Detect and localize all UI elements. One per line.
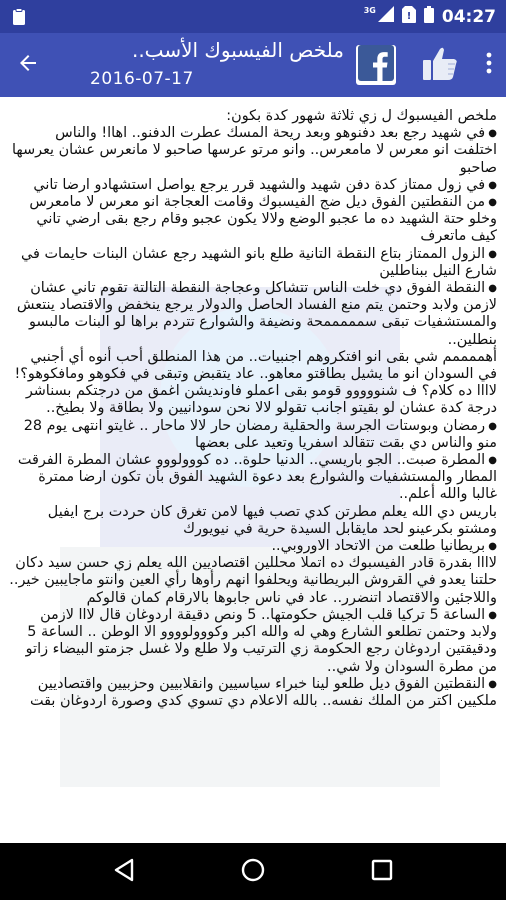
status-bar — [0, 0, 506, 33]
overflow-menu-button[interactable] — [472, 33, 506, 97]
article-paragraph: باريس دي الله يعلم مطرتن كدي تصب فيها لامن تغرق كان حردت برج ايفيل ومشتو بكرعينو لحد مايقابل السيدة حرية في نيويورك — [47, 503, 497, 537]
article-body — [0, 97, 506, 710]
article-paragraph: ● النقطة الفوق دي خلت الناس تتشاكل وعجاجة النقطة التالتة تقوم تاني عشان لازمن ولابد وحتمن يتم منع الفساد الحاصل والدولار يرجع ينخفض والاقتصاد ينتعش والمستشفيات تبقى سمممممحة ونضيفة والشوارع تتردم براها لو البنات مالبسو بنطلين.. — [9, 280, 497, 349]
square-recents-icon — [371, 859, 393, 885]
arrow-left-icon — [16, 51, 40, 79]
thumbs-up-icon — [420, 43, 460, 87]
navigation-bar — [0, 843, 506, 900]
clock: 04:27 — [441, 6, 496, 27]
facebook-icon — [358, 45, 394, 85]
circle-home-icon — [241, 858, 265, 886]
facebook-button[interactable] — [356, 45, 396, 85]
article-paragraph: لاااا بقدرة قادر الفيسبوك ده اتملا محللين اقتصاديين الله يعلم زي حسن سيد دكان حلتنا يعدو في القروش البريطانية ويحلفوا انهم رأوها رأي العين وانتو ماجايبين خير.. واللاجئين والاقتصاد اتنضرر.. عاد في ناس جابوها بالارقام كمان قالوكم — [9, 555, 497, 606]
no-sim-icon — [402, 6, 416, 28]
app-bar — [0, 33, 506, 97]
page-title: ملخص الفيسبوك الأسب.. — [131, 38, 344, 62]
signal-icon — [378, 6, 394, 27]
post-date: 2016-07-17 — [90, 69, 194, 89]
more-vert-icon — [486, 52, 492, 78]
article-paragraph: ● رمضان وبوستات الجرسة والحقلية رمضان حار لالا ماحار .. غايتو انتهى يوم 28 منو والناس دي بقت تتقالد اسفريا وتعيد على بعضها — [9, 418, 497, 452]
article-paragraph: ● المطرة صبت.. الجو باريسي.. الدنيا حلوة.. ده كووولووو عشان المطرة الفرقت المطار والمستشفيات والشوارع بعد دعوة الشهيد الفوق بأن تكون ارضا ممترة غالبا والله أعلم.. — [9, 452, 497, 504]
article-paragraph: ● من النقطتين الفوق ديل ضج الفيسبوك وقامت العجاجة انو معرس لا مامعرس وخلو حتة الشهيد ده ما عجبو الوضع ولالا يكون عجبو وقام رجع بقى ارضي تاني كيف ماتعرف — [9, 194, 497, 246]
nav-back-button[interactable] — [99, 847, 149, 897]
article-paragraph: ● الزول الممتاز بتاع النقطة التانية طلع بانو الشهيد رجع عشان البنات حايمات في شارع النيل ببناطلين — [9, 246, 497, 280]
article-content[interactable] — [0, 97, 506, 843]
back-button[interactable] — [0, 33, 56, 97]
article-paragraph: أهممممم شي بقى انو افتكروهم اجنبيات.. من هذا المنطلق أحب أنوه أي أجنبي في السودان انو ما يشيل بطاقتو معاهو.. عاد يتقبض وتبقى في فكوهو ومافكوهو؟! لاااا ده كلام؟ ف شنووووو قومو بقى اعملو فاونديشن اغمق من درجتكم بسناشر درجة كدة عشان لو بقيتو اجانب تقولو لالا نحن سودانيين ولا بطاقة ولا بطيخ.. — [14, 348, 497, 417]
nav-recents-button[interactable] — [357, 847, 407, 897]
like-button[interactable] — [420, 45, 460, 85]
svg-text:!: ! — [406, 10, 412, 22]
article-paragraph: ● في شهيد رجع بعد دفنوهو وبعد ريحة المسك عطرت الدفنو.. اهاا! والناس اختلفت انو معرس لا مامعرس.. وانو مرتو عرسها صاحبو لا مانعرس عشان يعرسها صاحبو — [9, 125, 497, 177]
nav-home-button[interactable] — [228, 847, 278, 897]
triangle-back-icon — [113, 858, 135, 886]
article-paragraph: ● النقطتين الفوق ديل طلعو لينا خبراء سياسيين وانقلابيين وحزبيين واقتصاديين ملكيين اكتر من الملك نفسه.. بالله الاعلام دي تسوي كدي وصورة اردوغان بقت — [9, 676, 497, 710]
article-paragraph: ● في زول ممتاز كدة دفن شهيد والشهيد قرر يرجع يواصل استشهادو ارضا تاني — [9, 177, 497, 194]
battery-icon — [424, 6, 434, 28]
article-paragraph: ملخص الفيسبوك ل زي ثلاثة شهور كدة بكون: — [226, 108, 497, 124]
article-paragraph: ● بريطانيا طلعت من الاتحاد الاوروبي.. — [9, 538, 497, 555]
network-type: 3G — [363, 6, 376, 15]
article-paragraph: ● الساعة 5 تركيا قلب الجيش حكومتها.. 5 ونص دقيقة اردوغان قال لااا لازمن ولابد وحتمن تطلعو الشارع وهي له والله اكبر وكووولوووو الا الوطن .. الساعة 5 ودقيقتين اردوغان رجع الحكومة زي الترتيب ولا طلع ولا غسل جزمتو البيضاء زاتو من مطرة السودان ولا شي.. — [9, 607, 497, 676]
clipboard-notification-icon — [12, 8, 26, 26]
title-block — [56, 33, 356, 97]
